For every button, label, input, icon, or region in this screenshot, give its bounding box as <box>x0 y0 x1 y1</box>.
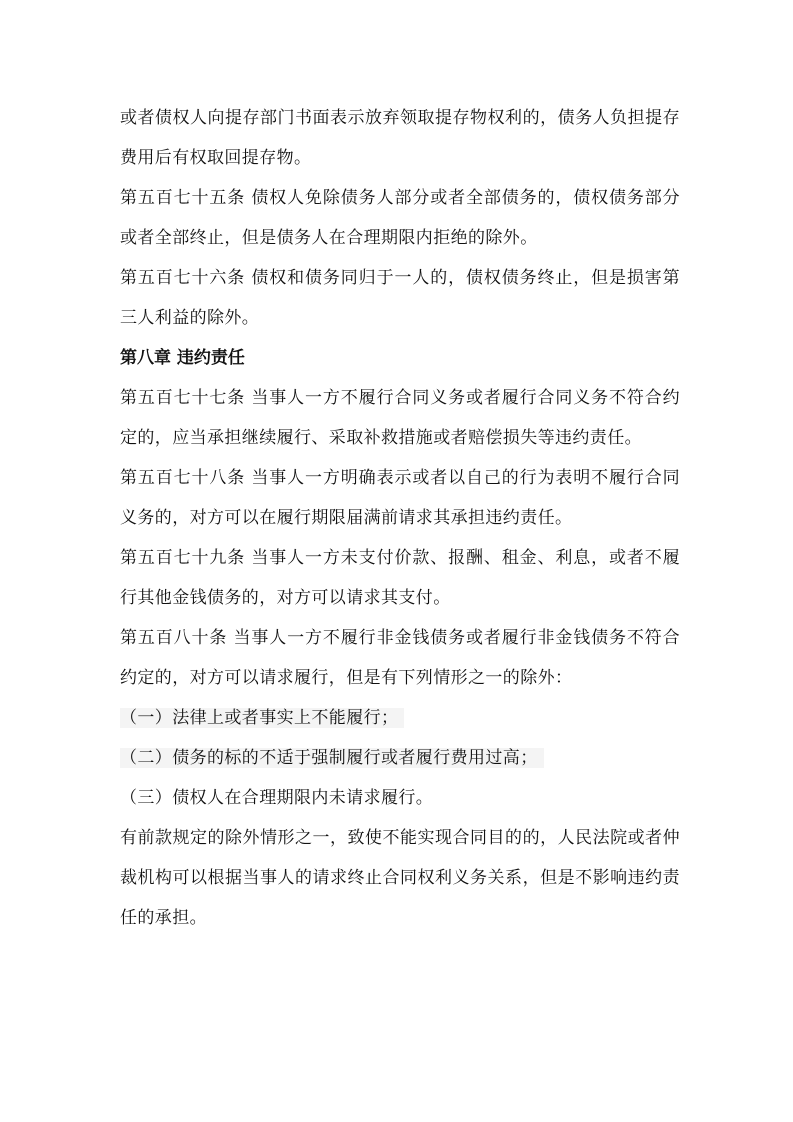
document-body <box>120 98 680 938</box>
article-580-item-3 <box>120 778 680 818</box>
item-text: （二）债务的标的不适于强制履行或者履行费用过高； <box>120 748 544 768</box>
item-text: （三）债权人在合理期限内未请求履行。 <box>120 788 434 808</box>
item-text: （一）法律上或者事实上不能履行； <box>120 708 404 728</box>
article-579: 第五百七十九条 当事人一方未支付价款、报酬、租金、利息，或者不履行其他金钱债务的，对方可以请求其支付。 <box>120 548 680 608</box>
article-575: 第五百七十五条 债权人免除债务人部分或者全部债务的，债权债务部分或者全部终止，但是债务人在合理期限内拒绝的除外。 <box>120 188 680 248</box>
article-580: 第五百八十条 当事人一方不履行非金钱债务或者履行非金钱债务不符合约定的，对方可以请求履行，但是有下列情形之一的除外： <box>120 628 680 688</box>
paragraph-continuation: 或者债权人向提存部门书面表示放弃领取提存物权利的，债务人负担提存费用后有权取回提存物。 <box>120 108 680 168</box>
article-577: 第五百七十七条 当事人一方不履行合同义务或者履行合同义务不符合约定的，应当承担继续履行、采取补救措施或者赔偿损失等违约责任。 <box>120 388 680 448</box>
article-580-item-1 <box>120 698 680 738</box>
article-580-item-2 <box>120 738 680 778</box>
chapter-heading: 第八章 违约责任 <box>120 348 245 368</box>
article-580-closing: 有前款规定的除外情形之一，致使不能实现合同目的的，人民法院或者仲裁机构可以根据当事人的请求终止合同权利义务关系，但是不影响违约责任的承担。 <box>120 828 680 928</box>
article-576: 第五百七十六条 债权和债务同归于一人的，债权债务终止，但是损害第三人利益的除外。 <box>120 268 680 328</box>
article-578: 第五百七十八条 当事人一方明确表示或者以自己的行为表明不履行合同义务的，对方可以在履行期限届满前请求其承担违约责任。 <box>120 468 680 528</box>
